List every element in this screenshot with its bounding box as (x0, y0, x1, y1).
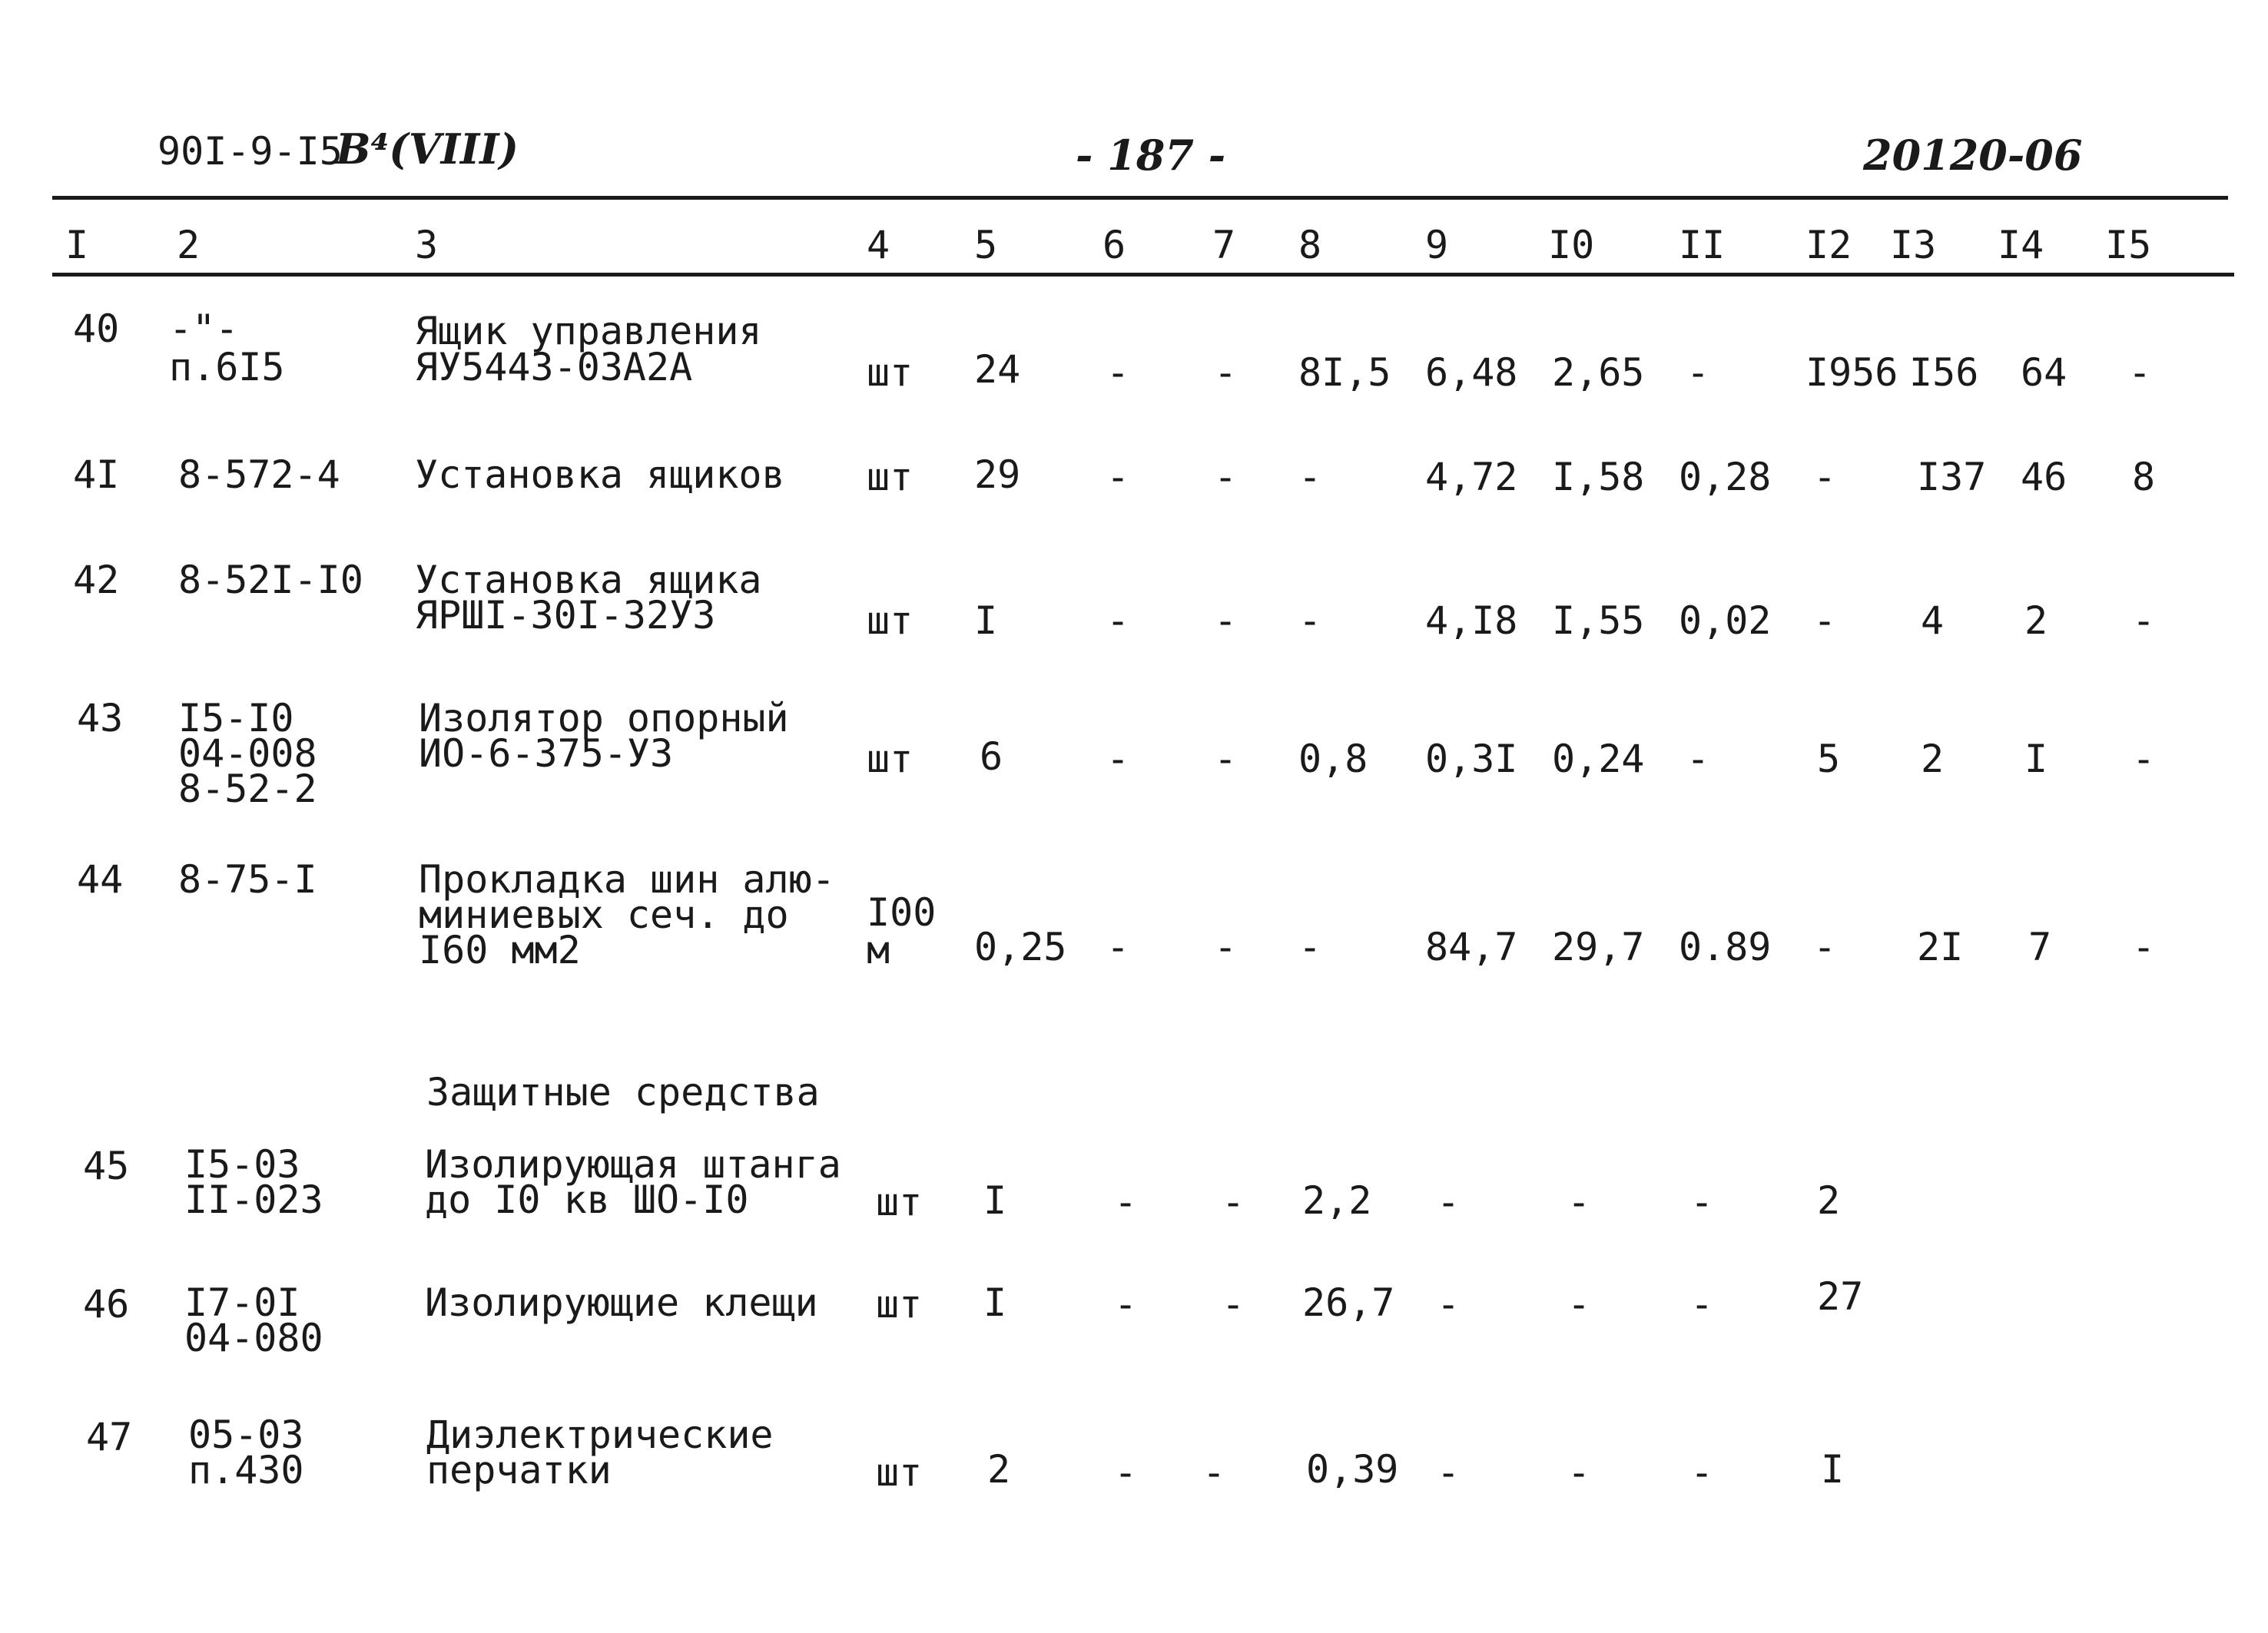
row-col10: 29,7 (1552, 925, 1645, 969)
row-col11: 0.89 (1679, 925, 1772, 969)
row-col9: - (1437, 1282, 1461, 1327)
row-name-line: Изолятор опорный (419, 696, 789, 740)
col-header-2: 2 (177, 223, 201, 267)
row-col10: - (1567, 1180, 1591, 1224)
row-col6: - (1106, 925, 1130, 969)
row-number: 45 (83, 1144, 130, 1188)
row-code-line: I5-03 (184, 1142, 300, 1187)
row-name-line: Изолирующие клещи (425, 1280, 818, 1325)
header-bottom-rule (52, 273, 2234, 277)
row-name-line: Прокладка шин алю- (419, 857, 835, 902)
row-col9: - (1437, 1180, 1461, 1224)
row-name-line: Установка ящиков (415, 452, 785, 497)
row-col8: 0,39 (1306, 1447, 1399, 1492)
row-col5: 29 (974, 452, 1021, 497)
row-unit: шт (876, 1282, 923, 1327)
row-col12: 27 (1817, 1274, 1864, 1319)
row-name-line: Установка ящика (415, 558, 762, 602)
row-number: 44 (77, 857, 124, 902)
row-unit: шт (867, 598, 914, 643)
row-col12: I (1821, 1447, 1845, 1492)
row-col7: - (1222, 1180, 1245, 1224)
row-col11: - (1690, 1282, 1714, 1327)
row-code-line: 8-52I-I0 (178, 558, 363, 602)
row-col8: 26,7 (1302, 1280, 1395, 1325)
row-col5: I (983, 1280, 1007, 1325)
col-header-9: 9 (1425, 223, 1449, 267)
row-name-line: I60 мм2 (419, 928, 581, 972)
row-col6: - (1106, 455, 1130, 499)
row-col12: 2 (1817, 1178, 1841, 1223)
row-col14: 2 (2024, 598, 2048, 643)
row-number: 40 (73, 306, 120, 351)
header-top-rule (52, 196, 2228, 200)
row-col9: 4,72 (1425, 455, 1518, 499)
row-col13: 2 (1921, 737, 1945, 781)
row-col14: 7 (2028, 925, 2052, 969)
row-col11: - (1686, 350, 1710, 395)
row-col7: - (1214, 455, 1238, 499)
row-unit: шт (876, 1450, 923, 1495)
row-code-line: 05-03 (188, 1413, 304, 1457)
row-col13: 2I (1917, 925, 1964, 969)
row-col12: 5 (1817, 737, 1841, 781)
row-col15: - (2132, 598, 2156, 643)
row-col5: I (983, 1178, 1007, 1223)
row-col7: - (1214, 925, 1238, 969)
row-col5: 24 (974, 347, 1021, 392)
row-code-line: 04-080 (184, 1316, 323, 1360)
row-name-line: Диэлектрические (426, 1413, 774, 1457)
col-header-13: I3 (1890, 223, 1937, 267)
row-unit: I00 (867, 890, 937, 935)
row-code-line: п.430 (188, 1448, 304, 1492)
col-header-7: 7 (1212, 223, 1236, 267)
row-col15: 8 (2132, 455, 2156, 499)
row-col9: 0,3I (1425, 737, 1518, 781)
row-col6: - (1114, 1450, 1138, 1495)
row-col8: 8I,5 (1298, 350, 1391, 395)
row-code-line: I5-I0 (178, 696, 294, 740)
row-unit: шт (876, 1180, 923, 1224)
row-code-line: II-023 (184, 1178, 323, 1222)
row-col7: - (1214, 737, 1238, 781)
row-col11: 0,28 (1679, 455, 1772, 499)
row-col11: - (1686, 737, 1710, 781)
row-unit: м (867, 928, 890, 972)
col-header-14: I4 (1998, 223, 2044, 267)
row-col11: 0,02 (1679, 598, 1772, 643)
row-col12: - (1813, 598, 1837, 643)
col-header-6: 6 (1102, 223, 1126, 267)
sheet-code: 20120-06 (1863, 131, 2083, 180)
row-col13: I37 (1917, 455, 1987, 499)
row-col9: 4,I8 (1425, 598, 1518, 643)
row-code-line: 8-572-4 (178, 452, 340, 497)
row-col7: - (1214, 598, 1238, 643)
col-header-15: I5 (2105, 223, 2152, 267)
row-col10: 2,65 (1552, 350, 1645, 395)
row-name-line: ИО-6-375-У3 (419, 731, 674, 776)
col-header-4: 4 (867, 223, 890, 267)
row-col5: 0,25 (974, 925, 1067, 969)
row-unit: шт (867, 350, 914, 395)
row-code-line: 8-75-I (178, 857, 317, 902)
row-col6: - (1106, 350, 1130, 395)
col-header-5: 5 (974, 223, 998, 267)
row-col6: - (1114, 1282, 1138, 1327)
row-col15: - (2128, 350, 2152, 395)
row-name-line: миниевых сеч. до (419, 893, 789, 937)
row-col14: 46 (2021, 455, 2067, 499)
row-col7: - (1202, 1450, 1226, 1495)
row-col7: - (1222, 1282, 1245, 1327)
row-col10: - (1567, 1450, 1591, 1495)
row-col9: - (1437, 1450, 1461, 1495)
row-col13: I56 (1909, 350, 1979, 395)
row-col8: - (1298, 598, 1322, 643)
row-col12: - (1813, 925, 1837, 969)
col-header-3: 3 (415, 223, 439, 267)
row-code-line: п.6I5 (169, 345, 285, 389)
row-col5: 2 (987, 1447, 1011, 1492)
row-number: 43 (77, 696, 124, 740)
row-code-line: -"- (169, 306, 239, 351)
row-col14: 64 (2021, 350, 2067, 395)
row-col7: - (1214, 350, 1238, 395)
row-code-line: 04-008 (178, 731, 317, 776)
row-col9: 84,7 (1425, 925, 1518, 969)
row-name-line: Изолирующая штанга (425, 1142, 841, 1187)
row-col10: - (1567, 1282, 1591, 1327)
col-header-11: II (1679, 223, 1726, 267)
row-col11: - (1690, 1180, 1714, 1224)
row-number: 46 (83, 1282, 130, 1327)
row-name-line: ЯУ5443-03А2А (415, 345, 693, 389)
row-col10: I,55 (1552, 598, 1645, 643)
row-col15: - (2132, 925, 2156, 969)
row-name-line: до I0 кв ШО-I0 (425, 1178, 749, 1222)
row-number: 47 (86, 1415, 133, 1459)
row-col8: 0,8 (1298, 737, 1368, 781)
col-header-8: 8 (1298, 223, 1322, 267)
row-col13: 4 (1921, 598, 1945, 643)
col-header-10: I0 (1548, 223, 1595, 267)
row-col8: 2,2 (1302, 1178, 1372, 1223)
row-col8: - (1298, 925, 1322, 969)
row-col6: - (1106, 737, 1130, 781)
section-title: Защитные средства (426, 1070, 820, 1115)
row-name-line: ЯРШI-30I-32У3 (415, 593, 716, 638)
row-name-line: перчатки (426, 1448, 612, 1492)
row-col5: I (974, 598, 998, 643)
row-number: 42 (73, 558, 120, 602)
row-col6: - (1114, 1180, 1138, 1224)
row-unit: шт (867, 737, 914, 781)
row-col10: 0,24 (1552, 737, 1645, 781)
row-col10: I,58 (1552, 455, 1645, 499)
row-unit: шт (867, 455, 914, 499)
row-col14: I (2024, 737, 2048, 781)
row-col5: 6 (980, 734, 1003, 779)
row-col15: - (2132, 737, 2156, 781)
row-code-line: 8-52-2 (178, 767, 317, 811)
col-header-1: I (65, 223, 89, 267)
row-col12: I956 (1805, 350, 1898, 395)
row-col12: - (1813, 455, 1837, 499)
document-code: 90I-9-I5 (158, 129, 343, 174)
row-col6: - (1106, 598, 1130, 643)
row-code-line: I7-0I (184, 1280, 300, 1325)
document-code-handwritten: В⁴(VIII) (336, 124, 519, 174)
row-col8: - (1298, 455, 1322, 499)
page-number: - 187 - (1076, 131, 1226, 180)
row-number: 4I (73, 452, 120, 497)
row-name-line: Ящик управления (415, 309, 762, 353)
col-header-12: I2 (1805, 223, 1852, 267)
row-col9: 6,48 (1425, 350, 1518, 395)
row-col11: - (1690, 1450, 1714, 1495)
